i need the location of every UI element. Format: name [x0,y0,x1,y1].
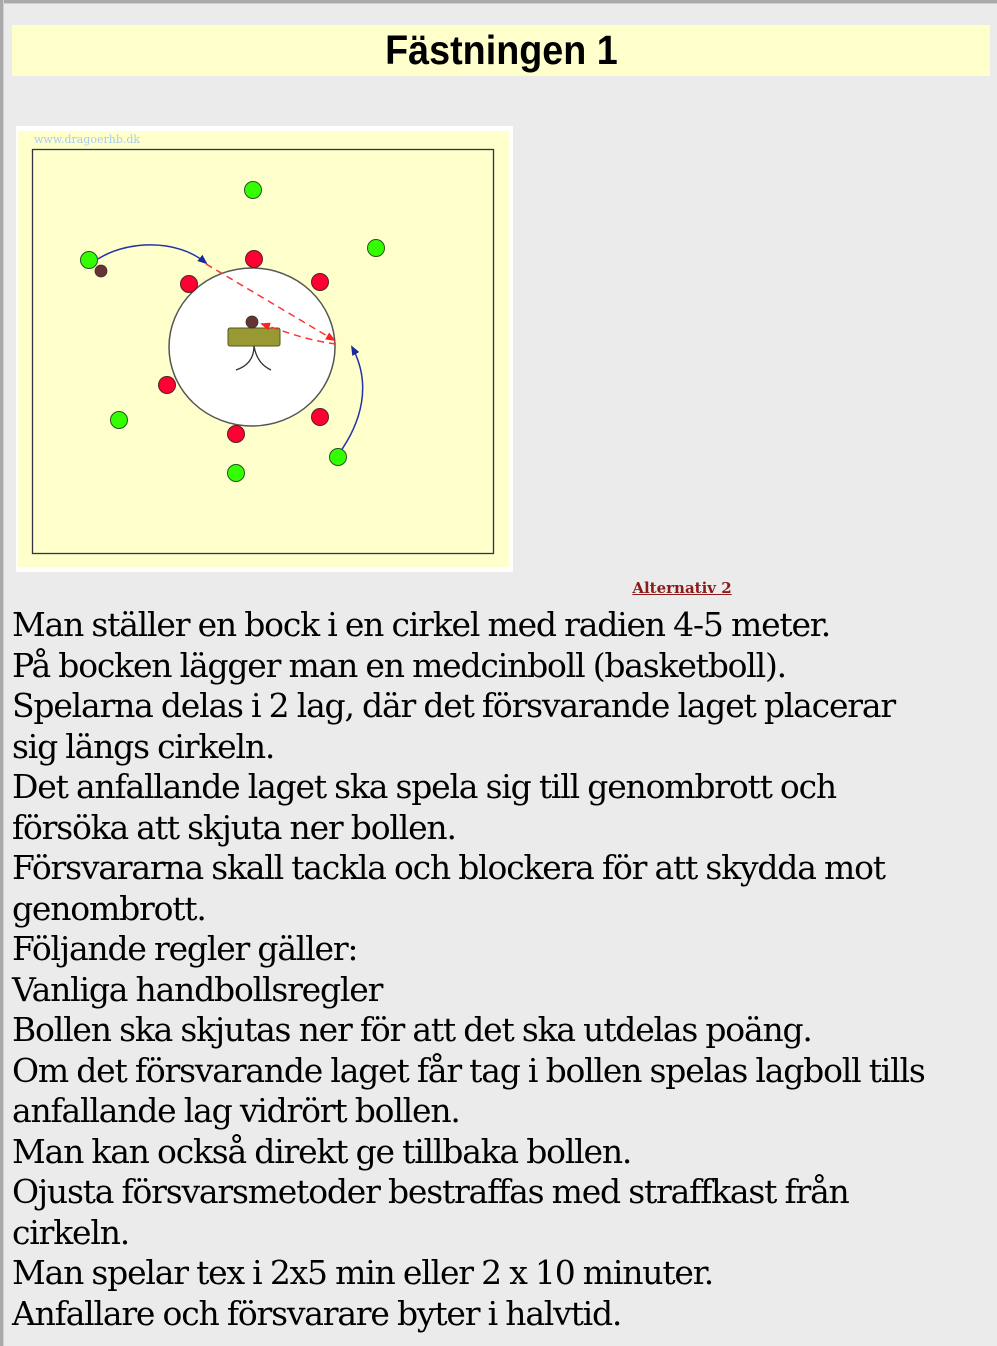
description-line: Man kan också direkt ge tillbaka bollen. [12,1131,632,1171]
description-line: anfallande lag vidrört bollen. [12,1091,460,1130]
description-line: Man ställer en bock i en cirkel med radien 4-5 meter. [12,605,831,644]
defender-player [246,251,263,268]
attacker-player [81,252,98,269]
window-top-border [0,0,997,4]
description-line: cirkeln. [12,1212,130,1252]
drill-diagram-image [16,126,513,572]
description-line: Bollen ska skjutas ner för att det ska utdelas poäng. [12,1010,812,1049]
description-line: försöka att skjuta ner bollen. [12,807,456,847]
defender-player [181,276,198,293]
defender-player [312,409,329,426]
defender-player [228,426,245,443]
description-line: Anfallare och försvarare byter i halvtid. [12,1293,622,1333]
description-line: Spelarna delas i 2 lag, där det försvarande laget placerar [12,686,895,725]
attacker-player [330,449,347,466]
description-line: Det anfallande laget ska spela sig till genombrott och [12,767,836,806]
description-line: Vanliga handbollsregler [12,969,383,1009]
drill-description [12,605,992,1334]
description-line: sig längs cirkeln. [12,726,275,766]
ball-icon [95,265,107,277]
description-line: Följande regler gäller: [12,929,358,968]
description-line: Man spelar tex i 2x5 min eller 2 x 10 minuter. [12,1253,713,1292]
attacker-player [368,240,385,257]
attacker-player [245,182,262,199]
medicine-ball-icon [246,316,258,328]
defender-player [312,274,329,291]
description-line: genombrott. [12,888,206,928]
page-title: Fästningen 1 [384,27,618,73]
defender-player [159,377,176,394]
watermark-text: www.dragoerhb.dk [34,133,141,146]
attacker-player [111,412,128,429]
attacker-player [228,465,245,482]
title-bar [12,25,990,76]
description-line: Om det försvarande laget får tag i bollen spelas lagboll tills [12,1050,925,1090]
description-line: Försvararna skall tackla och blockera för att skydda mot [12,848,885,887]
description-line: Ojusta försvarsmetoder bestraffas med straffkast från [12,1172,849,1211]
buck-icon [228,328,280,346]
description-line: På bocken lägger man en medcinboll (basketboll). [12,645,786,685]
window-left-border [0,0,4,1346]
alternativ-2-link[interactable]: Alternativ 2 [632,579,732,597]
